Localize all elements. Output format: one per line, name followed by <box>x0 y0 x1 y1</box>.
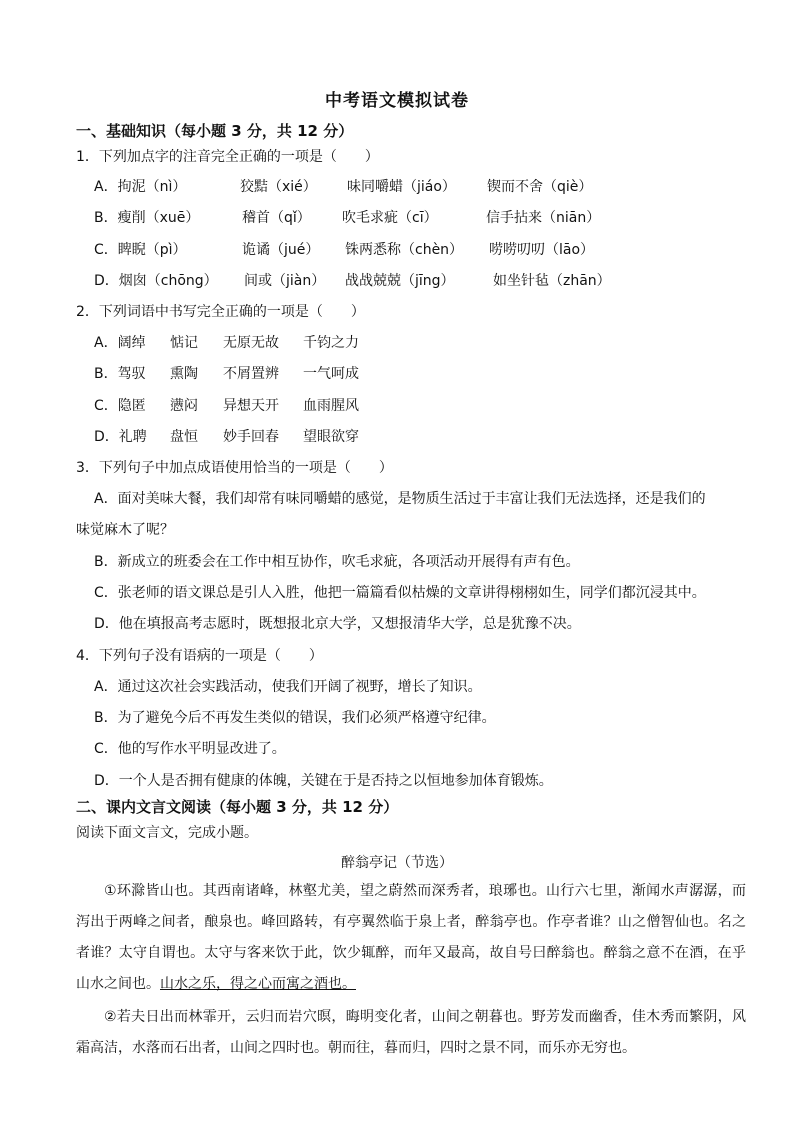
section-heading-classical-reading: 二、课内文言文阅读（每小题 3 分，共 12 分） <box>76 798 399 816</box>
q1-option-d-4: 如坐针毡（zhān） <box>493 273 611 289</box>
q1-option-a-1: A．拘泥（nì） <box>94 179 187 195</box>
q4-option-b: B．为了避免今后不再发生类似的错误，我们必须严格遵守纪律。 <box>94 710 496 726</box>
question-2-stem: 2．下列词语中书写完全正确的一项是（ ） <box>76 304 365 320</box>
q3-option-a-line-1: A．面对美味大餐，我们却常有味同嚼蜡的感觉，是物质生活过于丰富让我们无法选择，还是我们的 <box>94 491 706 507</box>
q2-option-c-2: 懑闷 <box>170 398 198 414</box>
q1-option-b-3: 吹毛求疵（cī） <box>342 210 438 226</box>
q2-option-d-1: D．礼聘 <box>94 429 147 445</box>
section-heading-basic-knowledge: 一、基础知识（每小题 3 分，共 12 分） <box>76 122 354 140</box>
q2-option-c-3: 异想天开 <box>223 398 279 414</box>
q3-option-b: B．新成立的班委会在工作中相互协作，吹毛求疵，各项活动开展得有声有色。 <box>94 554 580 570</box>
q1-option-a-4: 锲而不舍（qiè） <box>487 179 593 195</box>
q2-option-a-4: 千钧之力 <box>303 335 359 351</box>
q2-option-b-3: 不屑置辨 <box>223 366 279 382</box>
q4-option-a: A．通过这次社会实践活动，使我们开阔了视野，增长了知识。 <box>94 679 482 695</box>
q3-option-a-line-2: 味觉麻木了呢？ <box>76 522 174 538</box>
page-title: 中考语文模拟试卷 <box>325 91 469 111</box>
q2-option-b-4: 一气呵成 <box>303 366 359 382</box>
q1-option-a-3: 味同嚼蜡（jiáo） <box>347 179 456 195</box>
q2-option-b-2: 熏陶 <box>170 366 198 382</box>
q2-option-d-4: 望眼欲穿 <box>303 429 359 445</box>
q1-option-b-4: 信手拈来（niān） <box>486 210 601 226</box>
q2-option-a-1: A．阔绰 <box>94 335 146 351</box>
q1-option-d-1: D．烟囱（chōng） <box>94 273 218 289</box>
q2-option-d-3: 妙手回春 <box>223 429 279 445</box>
q1-option-b-1: B．瘦削（xuē） <box>94 210 200 226</box>
q1-option-c-2: 诡谲（jué） <box>242 242 320 258</box>
q3-option-c: C．张老师的语文课总是引人入胜，他把一篇篇看似枯燥的文章讲得栩栩如生，同学们都沉浸其中。 <box>94 585 706 601</box>
question-1-stem: 1．下列加点字的注音完全正确的一项是（ ） <box>76 149 379 165</box>
q4-option-c: C．他的写作水平明显改进了。 <box>94 741 286 757</box>
passage-paragraph-2: ②若夫日出而林霏开，云归而岩穴暝，晦明变化者，山间之朝暮也。野芳发而幽香，佳木秀而繁阴，风霜高洁，水落而石出者，山间之四时也。朝而往，暮而归，四时之景不同，而乐亦无穷也。 <box>76 1009 746 1056</box>
q4-option-d: D．一个人是否拥有健康的体魄，关键在于是否持之以恒地参加体育锻炼。 <box>94 773 553 789</box>
passage-paragraph-1 <box>76 876 746 1000</box>
paragraph-1-underlined-sentence: 山水之乐，得之心而寓之酒也。 <box>160 976 356 992</box>
q2-option-a-2: 惦记 <box>170 335 198 351</box>
q1-option-d-3: 战战兢兢（jīng） <box>345 273 455 289</box>
q1-option-c-1: C．睥睨（pì） <box>94 242 187 258</box>
q2-option-d-2: 盘恒 <box>170 429 198 445</box>
passage-title: 醉翁亭记（节选） <box>341 855 453 871</box>
q2-option-b-1: B．驾驭 <box>94 366 146 382</box>
question-3-stem: 3．下列句子中加点成语使用恰当的一项是（ ） <box>76 460 393 476</box>
q2-option-c-4: 血雨腥风 <box>303 398 359 414</box>
paragraph-1-text: ①环滁皆山也。其西南诸峰，林壑尤美，望之蔚然而深秀者，琅琊也。山行六七里，渐闻水声潺潺，而泻出于两峰之间者，酿泉也。峰回路转，有亭翼然临于泉上者，醉翁亭也。作亭者谁？山之僧智仙也。名之者谁？太守自谓也。太守与客来饮于此，饮少辄醉，而年又最高，故自号曰醉翁也。醉翁之意不在酒，在乎山水之间也。 <box>76 883 746 992</box>
q1-option-b-2: 稽首（qǐ） <box>242 210 311 226</box>
q1-option-c-3: 铢两悉称（chèn） <box>345 242 464 258</box>
reading-instruction: 阅读下面文言文，完成小题。 <box>76 825 258 841</box>
q1-option-c-4: 唠唠叨叨（lāo） <box>489 242 595 258</box>
question-4-stem: 4．下列句子没有语病的一项是（ ） <box>76 648 323 664</box>
q2-option-c-1: C．隐匿 <box>94 398 146 414</box>
q1-option-d-2: 间或（jiàn） <box>244 273 326 289</box>
q2-option-a-3: 无原无故 <box>223 335 279 351</box>
q1-option-a-2: 狡黠（xié） <box>240 179 317 195</box>
q3-option-d: D．他在填报高考志愿时，既想报北京大学，又想报清华大学，总是犹豫不决。 <box>94 616 581 632</box>
